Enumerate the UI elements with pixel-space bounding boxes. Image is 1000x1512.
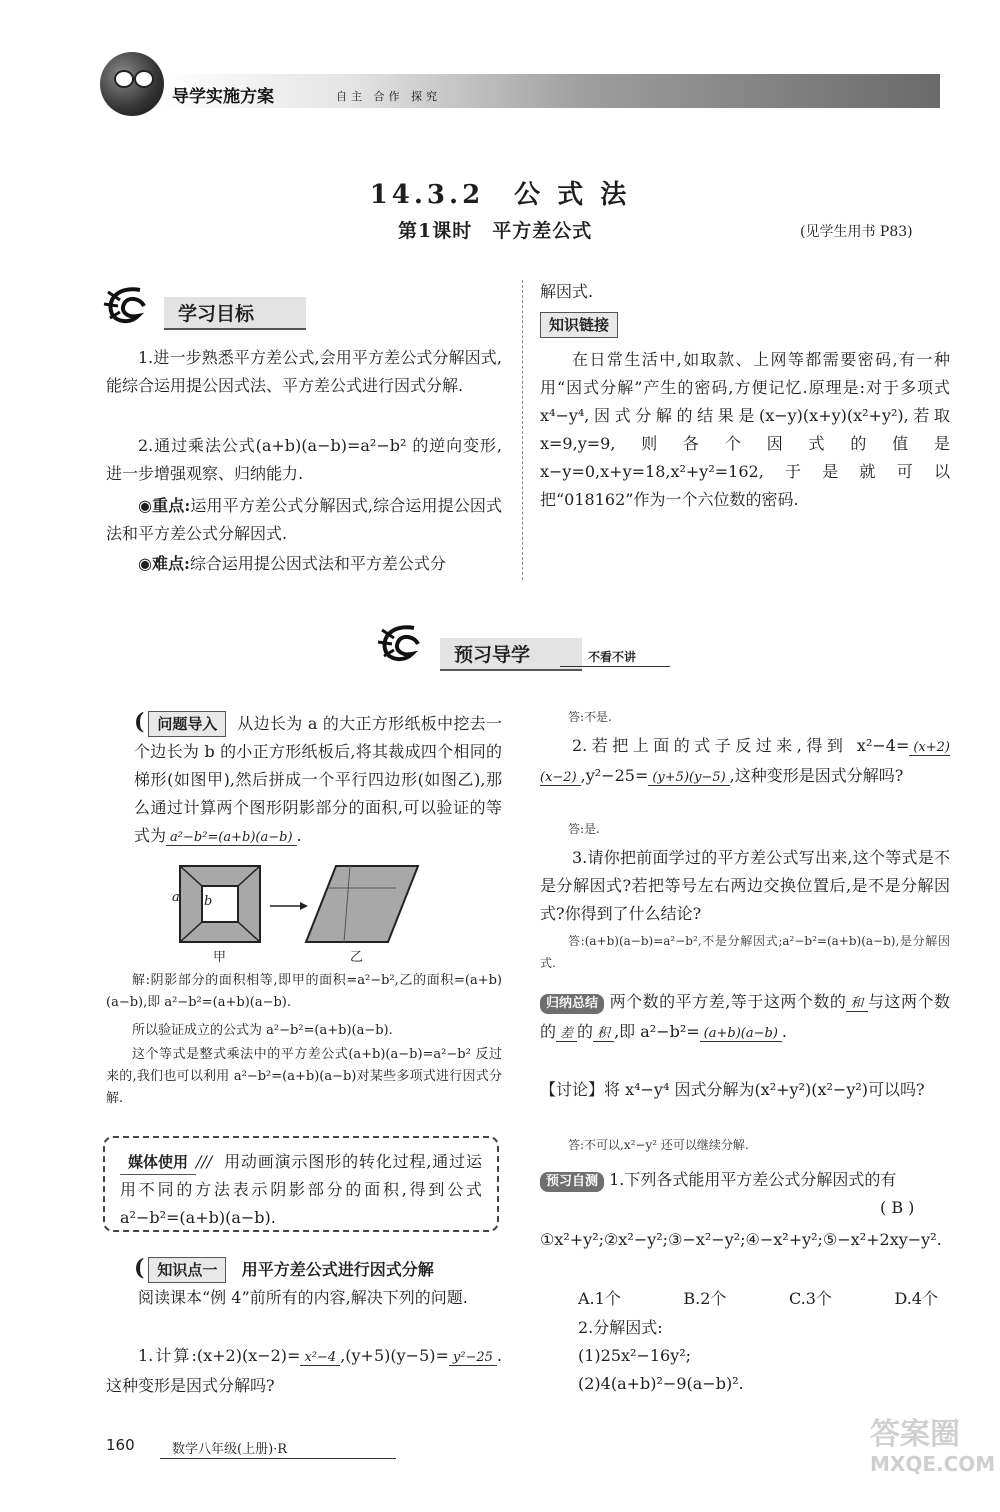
calc-text-1: 1.计算:(x+2)(x−2)= [138,1346,301,1365]
media-usage-text: 用动画演示图形的转化过程,通过运用不同的方法表示阴影部分的面积,得到公式 a²−b²=(a+b)(a−b). [120,1152,482,1227]
preview-underline [560,666,670,667]
figure-label-b: b [204,894,213,909]
discussion: 【讨论】将 x⁴−y⁴ 因式分解为(x²+y²)(x²−y²)可以吗? [540,1080,925,1099]
mascot-logo [100,52,164,116]
q2-text-1: 2.若把上面的式子反过来,得到 x²−4= [572,736,910,755]
calc-text-2: ,(y+5)(y−5)= [340,1346,449,1365]
figure-label-a: a [172,890,180,905]
summary-blank-4: (a+b)(a−b) [700,1026,782,1042]
choice-a: A.1个 [578,1289,621,1308]
choice-b: B.2个 [683,1289,727,1308]
book-reference: (见学生用书 P83) [800,224,913,240]
difficult-label: ◉难点: [138,554,190,573]
summary-text-3: 的 [577,1022,594,1041]
watermark-bottom: MXQE.COM [870,1452,996,1476]
knowledge-link-label: 知识链接 [540,312,618,338]
knowledge-point-heading: ( 知识点一 用平方差公式进行因式分解 [134,1255,434,1281]
self-test-answer: ( B ) [880,1198,915,1217]
section-title: 14.3.2 公 式 法 [369,180,631,210]
question-3: 3.请你把前面学过的平方差公式写出来,这个等式是不是分解因式?若把等号左右两边交换位置后,是不是分解因式?你得到了什么结论? [540,848,950,923]
key-text: 运用平方差公式分解因式,综合运用提公因式法和平方差公式分解因式. [106,496,502,543]
media-usage-label: 媒体使用 [120,1150,196,1175]
objective-1: 1.进一步熟悉平方差公式,会用平方差公式分解因式,能综合运用提公因式法、平方差公式进行因式分解. [106,348,502,395]
q2-text-2: ,y²−25= [580,766,649,785]
summary: 归纳总结 两个数的平方差,等于这两个数的 和 与这两个数的 差 的 积 ,即 a²−b²= (a+b)(a−b) . [540,992,950,1041]
column-divider [522,280,523,580]
problem-intro: ( 问题导入 从边长为 a 的大正方形纸板中挖去一个边长为 b 的小正方形纸板后,将其裁成四个相同的梯形(如图甲),然后拼成一个平行四边形(如图乙),那么通过计算两个图形阴影部分的面积,可以验证的等式为 a²−b²=(a+b)(a−b) . [134,709,503,845]
self-test-items: ①x²+y²;②x²−y²;③−x²−y²;④−x²+y²;⑤−x²+2xy−y². [540,1230,942,1249]
preview-heading: 预习导学 [440,638,582,671]
figure-diagram [168,860,468,952]
watermark [870,1418,998,1476]
q2-text-3: ,这种变形是因式分解吗? [729,766,904,785]
summary-text-4: ,即 a²−b²= [614,1022,700,1041]
swirl-icon [100,282,164,328]
answer-2: 答:是. [568,822,600,836]
summary-text-2: 与这两个数的 [540,992,950,1041]
calc-question [106,1342,502,1400]
key-point [106,492,502,548]
factor-item-1: (1)25x²−16y²; [578,1346,692,1365]
difficult-point [106,550,502,578]
answer-4: 答:不可以,x²−y² 还可以继续分解. [568,1138,749,1152]
knowledge-link-box [540,312,618,338]
solution-3: 这个等式是整式乘法中的平方差公式(a+b)(a−b)=a²−b² 反过来的,我们也可以利用 a²−b²=(a+b)(a−b)对某些多项式进行因式分解. [106,1047,502,1106]
knowledge-point-title: 用平方差公式进行因式分解 [241,1260,434,1279]
question-factor: 2.分解因式: [578,1318,663,1337]
answer-1: 答:不是. [568,710,612,724]
objective-2: 2.通过乘法公式(a+b)(a−b)=a²−b² 的逆向变形,进一步增强观察、归纳能力. [106,436,502,483]
answer-3: 答:(a+b)(a−b)=a²−b²,不是分解因式;a²−b²=(a+b)(a−b),是分解因式. [540,934,950,970]
preview-tag: 不看不讲 [588,650,637,664]
continued-text: 解因式. [540,282,594,301]
key-label: ◉重点: [138,496,191,515]
self-test-label: 预习自测 [540,1172,604,1192]
factor-item-2: (2)4(a+b)²−9(a−b)². [578,1374,744,1393]
footer-rule [160,1458,396,1459]
calc-blank-2: y²−25 [449,1350,497,1366]
header-title: 导学实施方案 [172,87,274,107]
watermark-top: 答案圈 [870,1417,960,1452]
problem-intro-text: 从边长为 a 的大正方形纸板中挖去一个边长为 b 的小正方形纸板后,将其裁成四个相同的梯形(如图甲),然后拼成一个平行四边形(如图乙),那么通过计算两个图形阴影部分的面积,可以验证的等式为 [134,714,503,845]
calc-text-3: .这种变形是因式分解吗? [106,1346,502,1395]
solution-1: 解:阴影部分的面积相等,即甲的面积=a²−b²,乙的面积=(a+b)(a−b),即 a²−b²=(a+b)(a−b). [106,973,502,1010]
summary-blank-2: 差 [556,1026,577,1042]
solution-2: 所以验证成立的公式为 a²−b²=(a+b)(a−b). [132,1023,393,1038]
knowledge-link-text: 在日常生活中,如取款、上网等都需要密码,有一种用“因式分解”产生的密码,方便记忆.原理是:对于多项式 x⁴−y⁴,因式分解的结果是(x−y)(x+y)(x²+y²),若取 x=9,y=9,则各个因式的值是 x−y=0,x+y=18,x²+y²=162,于是就可以把“018162”作为一个六位数的密码. [540,350,950,509]
book-title: 数学八年级(上册)·R [172,1442,288,1457]
knowledge-point-label: 知识点一 [148,1257,226,1283]
intro-answer-blank: a²−b²=(a+b)(a−b) [166,830,297,846]
lesson-title: 第1课时 平方差公式 [398,220,593,242]
difficult-text: 综合运用提公因式法和平方差公式分 [189,554,446,573]
q2-blank-2: (y+5)(y−5) [648,770,729,786]
summary-blank-3: 积 [593,1026,614,1042]
problem-intro-label: 问题导入 [148,711,226,737]
summary-blank-1: 和 [846,996,868,1012]
objectives-heading: 学习目标 [164,297,306,330]
figure-caption-yi: 乙 [350,950,364,965]
choices-row [578,1286,938,1309]
question-2 [540,732,950,792]
swirl-icon [374,620,438,666]
self-test-question-1: 1.下列各式能用平方差公式分解因式的有 [609,1170,897,1189]
summary-text-1: 两个数的平方差,等于这两个数的 [609,992,847,1011]
page-number: 160 [106,1436,135,1454]
choice-d: D.4个 [894,1289,938,1308]
header-subtitle: 自主 合作 探究 [336,90,441,103]
header-banner [160,74,940,108]
summary-label: 归纳总结 [540,994,604,1014]
figure-caption-jia: 甲 [213,950,227,965]
media-usage: 媒体使用 /// 用动画演示图形的转化过程,通过运用不同的方法表示阴影部分的面积,得到公式 a²−b²=(a+b)(a−b). [120,1152,482,1227]
choice-c: C.3个 [788,1289,832,1308]
self-test [540,1166,950,1194]
knowledge-point-text: 阅读课本“例 4”前所有的内容,解决下列的问题. [138,1288,468,1307]
calc-blank-1: x²−4 [300,1350,340,1366]
q2-blank-1: (x+2)(x−2) [540,740,950,785]
